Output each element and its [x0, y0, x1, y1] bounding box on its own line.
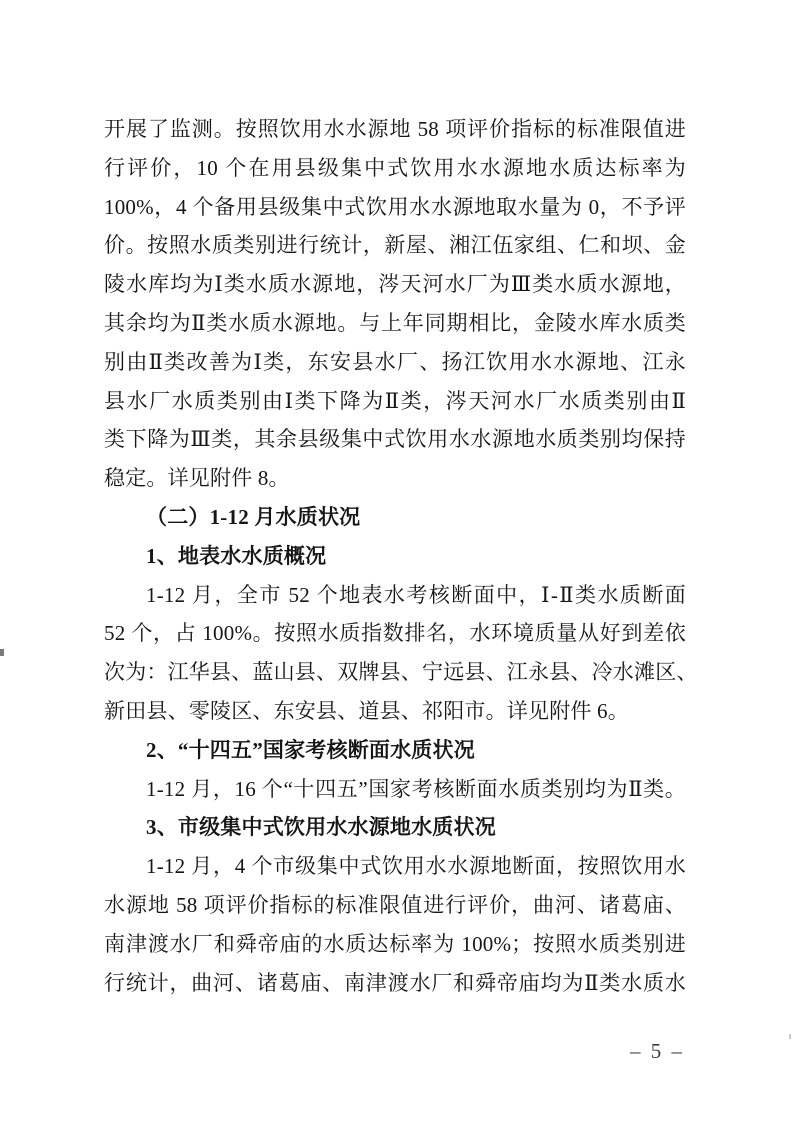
heading-sub-1: 1、地表水水质概况: [146, 543, 327, 568]
page-number: – 5 –: [630, 1039, 682, 1063]
body-line-paragraph-start: 1-12 月，4 个市级集中式饮用水水源地断面，按照饮用水: [146, 854, 686, 879]
body-line: 行统计，曲河、诸葛庙、南津渡水厂和舜帝庙均为Ⅱ类水质水: [104, 970, 686, 995]
body-line: 别由Ⅱ类改善为Ⅰ类，东安县水厂、扬江饮用水水源地、江永: [104, 349, 686, 374]
body-line: 县水厂水质类别由Ⅰ类下降为Ⅱ类，涔天河水厂水质类别由Ⅱ: [104, 388, 686, 413]
body-line: 次为：江华县、蓝山县、双牌县、宁远县、江永县、冷水滩区、: [104, 660, 698, 685]
body-line-paragraph-end: 新田县、零陵区、东安县、道县、祁阳市。详见附件 6。: [104, 698, 629, 723]
body-line-paragraph-start: 1-12 月，全市 52 个地表水考核断面中，Ⅰ-Ⅱ类水质断面: [146, 582, 686, 607]
body-line: 类下降为Ⅲ类，其余县级集中式饮用水水源地水质类别均保持: [104, 427, 686, 452]
body-line: 水源地 58 项评价指标的标准限值进行评价，曲河、诸葛庙、: [104, 892, 686, 917]
body-line: 52 个，占 100%。按照水质指数排名，水环境质量从好到差依: [104, 621, 686, 646]
document-text-block: [104, 110, 698, 1002]
scan-speck-artifact: [0, 649, 4, 656]
body-line: 100%，4 个备用县级集中式饮用水水源地取水量为 0，不予评: [104, 194, 686, 219]
body-line: 陵水库均为Ⅰ类水质水源地，涔天河水厂为Ⅲ类水质水源地，: [104, 272, 686, 297]
body-line: 价。按照水质类别进行统计，新屋、湘江伍家组、仁和坝、金: [104, 233, 686, 258]
body-line: 其余均为Ⅱ类水质水源地。与上年同期相比，金陵水库水质类: [104, 310, 686, 335]
body-line-paragraph-end: 稳定。详见附件 8。: [104, 466, 290, 491]
heading-section-2: （二）1-12 月水质状况: [146, 504, 361, 529]
body-line: 开展了监测。按照饮用水水源地 58 项评价指标的标准限值进: [104, 117, 686, 141]
body-line-paragraph: 1-12 月，16 个“十四五”国家考核断面水质类别均为Ⅱ类。: [146, 776, 686, 801]
heading-sub-3: 3、市级集中式饮用水水源地水质状况: [146, 815, 496, 840]
body-line: 南津渡水厂和舜帝庙的水质达标率为 100%；按照水质类别进: [104, 931, 686, 956]
scan-speck-artifact: [789, 1034, 791, 1039]
heading-sub-2: 2、“十四五”国家考核断面水质状况: [146, 737, 475, 762]
body-line: 行评价，10 个在用县级集中式饮用水水源地水质达标率为: [104, 155, 686, 180]
